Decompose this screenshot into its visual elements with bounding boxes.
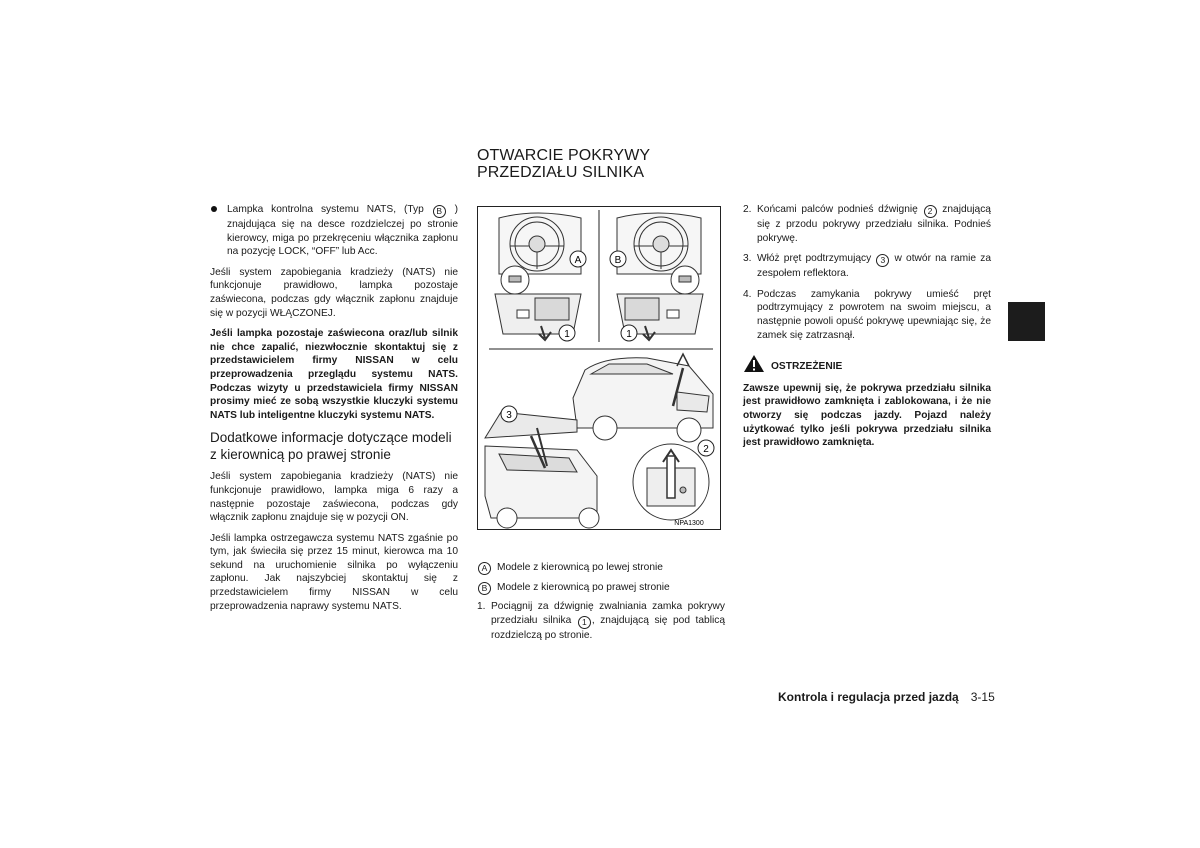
warning-label: OSTRZEŻENIE: [771, 361, 843, 373]
label-b: B: [614, 255, 622, 266]
paragraph: Jeśli system zapobiegania kradzieży (NATS) nie funkcjonuje prawidłowo, lampka pozostaje zaświecona, podczas gdy włącznik zapłonu znajduje się w pozycji WŁĄCZONEJ.: [210, 266, 458, 319]
left-column: [210, 203, 458, 620]
label-a: A: [574, 255, 582, 266]
hood-latch-detail-drawing: [633, 444, 709, 520]
circled-marker-3: 3: [876, 254, 889, 267]
step-text-before: Końcami palców podnieś dźwignię: [757, 204, 918, 215]
step-1: [477, 600, 725, 642]
page-footer: [778, 690, 995, 704]
figure-code: NPA1300: [674, 520, 704, 527]
bold-paragraph: Jeśli lampka pozostaje zaświecona oraz/lub silnik nie chce zapalić, niezwłocznie skontaktuj się z przedstawicielem firmy NISSAN w celu przeprowadzenia przeglądu systemu NATS. Podczas wizyty u przedstawiciela firmy NISSAN prosimy mieć ze sobą wszystkie kluczyki systemu NATS lub inteligentne kluczyki systemu NATS.: [210, 328, 458, 421]
step-text-before: Włóż pręt podtrzymujący: [757, 253, 872, 265]
step-number: 1.: [477, 601, 486, 613]
step-4: [743, 288, 991, 342]
bullet-item: [210, 203, 458, 259]
label-1-right: 1: [626, 329, 632, 340]
paragraph: Jeśli lampka ostrzegawcza systemu NATS zgaśnie po tym, jak świeciła się przez 15 minut, kierowca ma 10 sekund na uruchomienie silnika po wyłączeniu zapłonu. Jak najszybciej skontaktuj się z przedstawicielem firmy NISSAN w celu przeprowadzenia naprawy systemu NATS.: [210, 532, 458, 612]
illustration-svg: [477, 206, 721, 530]
legend-item-b: [477, 581, 725, 595]
step-text-after: , znajdującą się pod tablicą rozdzielczą po stronie.: [491, 614, 725, 641]
footer-section-title: Kontrola i regulacja przed jazdą: [778, 690, 959, 704]
hood-release-illustration: [477, 206, 721, 530]
circled-marker-1: 1: [578, 616, 591, 629]
warning-header: [743, 354, 991, 374]
step-2: [743, 203, 991, 245]
warning-triangle-icon: [743, 354, 765, 373]
label-3: 3: [506, 410, 512, 421]
legend-text: Modele z kierownicą po lewej stronie: [497, 562, 663, 573]
step-text: Podczas zamykania pokrywy umieść pręt podtrzymujący z powrotem na swoim miejscu, a następnie powoli opuść pokrywę upewniając się, że zamek się zatrzasnął.: [757, 288, 991, 341]
bullet-text-after: ) znajdująca się na desce rozdzielczej po stronie kierowcy, miga po przekręceniu włącznika zapłonu na pozycję LOCK, “OFF” lub Acc.: [227, 204, 458, 258]
middle-column: [477, 561, 725, 649]
step-number: 2.: [743, 204, 752, 215]
step-3: [743, 252, 991, 281]
warning-text: Zawsze upewnij się, że pokrywa przedziału silnika jest prawidłowo zamknięta i zablokowana, i że nie otworzy się podczas jazdy. Pojazd należy użytkować tylko jeśli pokrywa przedziału silnika jest prawidłowo zamknięta.: [743, 382, 991, 449]
bullet-icon: [211, 206, 217, 212]
page-number: 3-15: [970, 690, 995, 704]
step-text-after: znajdującą się z przodu pokrywy przedziału silnika. Podnieś pokrywę.: [757, 204, 991, 244]
legend-item-a: [477, 561, 725, 575]
legend-text: Modele z kierownicą po prawej stronie: [497, 581, 670, 593]
circled-marker-b: B: [478, 582, 491, 595]
bullet-text-before: Lampka kontrolna systemu NATS, (Typ: [227, 204, 424, 215]
step-text-before: Pociągnij za dźwignię zwalniania zamka pokrywy przedziału silnika: [491, 601, 725, 626]
page-title: [477, 147, 650, 181]
paragraph: Jeśli system zapobiegania kradzieży (NATS) nie funkcjonuje prawidłowo, lampka miga 6 razy a następnie pozostaje zaświecona, podczas gdy włącznik zapłonu znajduje się w pozycji ON.: [210, 471, 458, 524]
circled-marker-b: B: [433, 205, 446, 218]
label-2: 2: [703, 444, 709, 455]
title-line-2: PRZEDZIAŁU SILNIKA: [477, 164, 645, 181]
subheading: Dodatkowe informacje dotyczące modeli z kierownicą po prawej stronie: [210, 430, 452, 463]
label-1-left: 1: [564, 329, 570, 340]
circled-marker-2: 2: [924, 205, 937, 218]
right-column: [743, 203, 991, 457]
step-number: 4.: [743, 288, 752, 300]
chapter-tab-marker: [1008, 302, 1045, 341]
step-number: 3.: [743, 253, 752, 265]
step-text-after: w otwór na ramie za zespołem reflektora.: [757, 253, 991, 280]
title-line-1: OTWARCIE POKRYWY: [477, 147, 651, 164]
circled-marker-a: A: [478, 562, 491, 575]
